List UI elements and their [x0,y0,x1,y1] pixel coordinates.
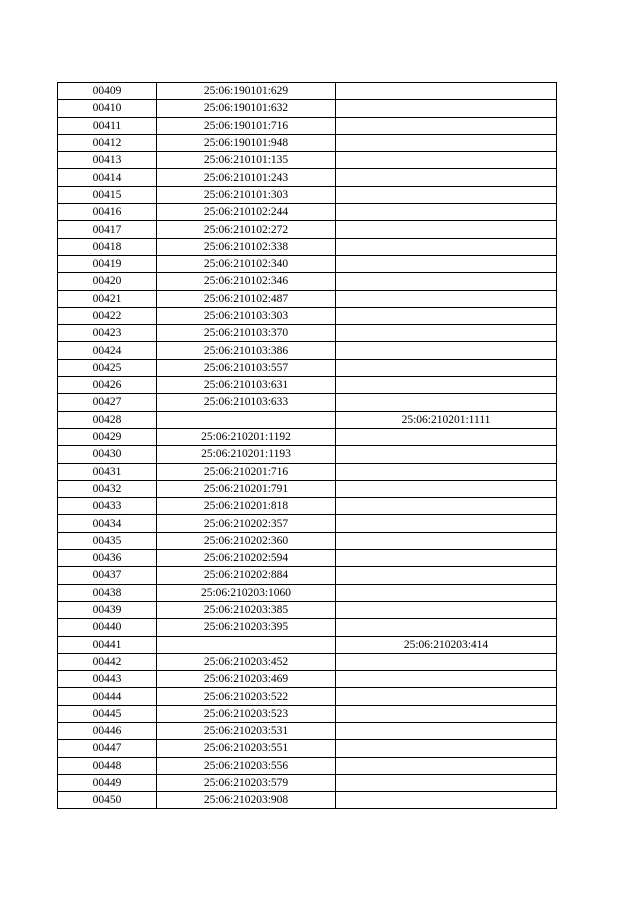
table-row [58,463,557,480]
row-number-cell: 00436 [58,550,157,567]
table-row [58,688,557,705]
cadastral-number-cell: 25:06:210203:385 [157,601,336,618]
cadastral-number-cell: 25:06:210201:1193 [157,446,336,463]
table-row [58,619,557,636]
row-number-cell: 00420 [58,273,157,290]
additional-number-cell [336,601,557,618]
table-row [58,498,557,515]
cadastral-number-cell: 25:06:210203:452 [157,653,336,670]
table-row [58,446,557,463]
table-row [58,428,557,445]
table-row [58,204,557,221]
row-number-cell: 00444 [58,688,157,705]
row-number-cell: 00433 [58,498,157,515]
table-row [58,186,557,203]
row-number-cell: 00429 [58,428,157,445]
table-row [58,359,557,376]
row-number-cell: 00445 [58,705,157,722]
table-row [58,584,557,601]
cadastral-number-cell: 25:06:210202:594 [157,550,336,567]
additional-number-cell [336,273,557,290]
cadastral-number-cell: 25:06:210101:135 [157,152,336,169]
table-row [58,117,557,134]
additional-number-cell [336,307,557,324]
additional-number-cell: 25:06:210203:414 [336,636,557,653]
table-row [58,411,557,428]
table-row [58,134,557,151]
cadastral-number-cell: 25:06:210102:487 [157,290,336,307]
additional-number-cell [336,774,557,791]
row-number-cell: 00422 [58,307,157,324]
cadastral-number-cell: 25:06:210203:522 [157,688,336,705]
row-number-cell: 00447 [58,740,157,757]
additional-number-cell [336,342,557,359]
row-number-cell: 00421 [58,290,157,307]
additional-number-cell [336,359,557,376]
table-row [58,774,557,791]
table-row [58,273,557,290]
table-row [58,757,557,774]
additional-number-cell [336,515,557,532]
cadastral-number-cell: 25:06:210201:791 [157,480,336,497]
row-number-cell: 00412 [58,134,157,151]
cadastral-number-cell: 25:06:210103:631 [157,377,336,394]
row-number-cell: 00439 [58,601,157,618]
table-row [58,238,557,255]
cadastral-number-cell: 25:06:190101:629 [157,83,336,100]
cadastral-number-cell: 25:06:210102:340 [157,255,336,272]
row-number-cell: 00435 [58,532,157,549]
row-number-cell: 00443 [58,671,157,688]
cadastral-number-cell: 25:06:210203:531 [157,722,336,739]
additional-number-cell [336,705,557,722]
additional-number-cell [336,567,557,584]
row-number-cell: 00437 [58,567,157,584]
row-number-cell: 00426 [58,377,157,394]
additional-number-cell [336,480,557,497]
additional-number-cell [336,83,557,100]
row-number-cell: 00434 [58,515,157,532]
row-number-cell: 00419 [58,255,157,272]
table-row [58,221,557,238]
cadastral-number-cell: 25:06:210103:386 [157,342,336,359]
table-row [58,394,557,411]
table-row [58,740,557,757]
table-row [58,100,557,117]
table-row [58,83,557,100]
cadastral-number-cell: 25:06:210103:557 [157,359,336,376]
additional-number-cell [336,377,557,394]
cadastral-number-cell: 25:06:210201:818 [157,498,336,515]
row-number-cell: 00409 [58,83,157,100]
additional-number-cell [336,688,557,705]
row-number-cell: 00410 [58,100,157,117]
row-number-cell: 00415 [58,186,157,203]
row-number-cell: 00427 [58,394,157,411]
additional-number-cell [336,584,557,601]
table-row [58,342,557,359]
additional-number-cell [336,186,557,203]
row-number-cell: 00442 [58,653,157,670]
row-number-cell: 00411 [58,117,157,134]
cadastral-number-cell: 25:06:210101:303 [157,186,336,203]
row-number-cell: 00424 [58,342,157,359]
additional-number-cell: 25:06:210201:1111 [336,411,557,428]
additional-number-cell [336,619,557,636]
table-row [58,307,557,324]
table-row [58,169,557,186]
cadastral-number-cell: 25:06:210203:395 [157,619,336,636]
additional-number-cell [336,290,557,307]
cadastral-number-cell: 25:06:210102:338 [157,238,336,255]
cadastral-number-cell: 25:06:210102:346 [157,273,336,290]
row-number-cell: 00446 [58,722,157,739]
table-row [58,480,557,497]
table-row [58,325,557,342]
table-row [58,567,557,584]
cadastral-number-cell: 25:06:190101:716 [157,117,336,134]
table-row [58,290,557,307]
cadastral-number-cell: 25:06:210103:303 [157,307,336,324]
cadastral-number-cell [157,636,336,653]
cadastral-number-cell: 25:06:210202:357 [157,515,336,532]
table-row [58,722,557,739]
row-number-cell: 00449 [58,774,157,791]
records-table [57,82,557,809]
additional-number-cell [336,152,557,169]
cadastral-number-cell: 25:06:210203:469 [157,671,336,688]
table-row [58,255,557,272]
cadastral-number-cell: 25:06:210102:272 [157,221,336,238]
additional-number-cell [336,325,557,342]
row-number-cell: 00450 [58,792,157,809]
table-row [58,152,557,169]
row-number-cell: 00425 [58,359,157,376]
table-row [58,515,557,532]
additional-number-cell [336,204,557,221]
row-number-cell: 00441 [58,636,157,653]
cadastral-number-cell: 25:06:210201:1192 [157,428,336,445]
additional-number-cell [336,722,557,739]
cadastral-number-cell: 25:06:210103:370 [157,325,336,342]
table-row [58,792,557,809]
row-number-cell: 00432 [58,480,157,497]
row-number-cell: 00431 [58,463,157,480]
additional-number-cell [336,238,557,255]
row-number-cell: 00416 [58,204,157,221]
row-number-cell: 00448 [58,757,157,774]
additional-number-cell [336,221,557,238]
additional-number-cell [336,100,557,117]
additional-number-cell [336,653,557,670]
row-number-cell: 00428 [58,411,157,428]
cadastral-number-cell: 25:06:210202:884 [157,567,336,584]
table-row [58,653,557,670]
cadastral-number-cell: 25:06:210201:716 [157,463,336,480]
additional-number-cell [336,117,557,134]
row-number-cell: 00423 [58,325,157,342]
additional-number-cell [336,428,557,445]
row-number-cell: 00440 [58,619,157,636]
cadastral-number-cell: 25:06:210203:908 [157,792,336,809]
records-table-body [58,83,557,809]
cadastral-number-cell: 25:06:210103:633 [157,394,336,411]
row-number-cell: 00430 [58,446,157,463]
cadastral-number-cell: 25:06:190101:632 [157,100,336,117]
additional-number-cell [336,532,557,549]
cadastral-number-cell: 25:06:210101:243 [157,169,336,186]
cadastral-number-cell: 25:06:190101:948 [157,134,336,151]
table-row [58,550,557,567]
additional-number-cell [336,255,557,272]
additional-number-cell [336,550,557,567]
additional-number-cell [336,740,557,757]
table-row [58,377,557,394]
table-row [58,671,557,688]
cadastral-number-cell: 25:06:210102:244 [157,204,336,221]
cadastral-number-cell: 25:06:210202:360 [157,532,336,549]
table-row [58,636,557,653]
cadastral-number-cell: 25:06:210203:556 [157,757,336,774]
row-number-cell: 00414 [58,169,157,186]
table-row [58,532,557,549]
cadastral-number-cell: 25:06:210203:1060 [157,584,336,601]
additional-number-cell [336,792,557,809]
cadastral-number-cell: 25:06:210203:523 [157,705,336,722]
row-number-cell: 00438 [58,584,157,601]
row-number-cell: 00413 [58,152,157,169]
table-row [58,705,557,722]
additional-number-cell [336,169,557,186]
cadastral-number-cell: 25:06:210203:551 [157,740,336,757]
additional-number-cell [336,463,557,480]
additional-number-cell [336,446,557,463]
row-number-cell: 00418 [58,238,157,255]
additional-number-cell [336,498,557,515]
additional-number-cell [336,394,557,411]
additional-number-cell [336,671,557,688]
cadastral-number-cell [157,411,336,428]
additional-number-cell [336,134,557,151]
cadastral-number-cell: 25:06:210203:579 [157,774,336,791]
table-row [58,601,557,618]
additional-number-cell [336,757,557,774]
row-number-cell: 00417 [58,221,157,238]
